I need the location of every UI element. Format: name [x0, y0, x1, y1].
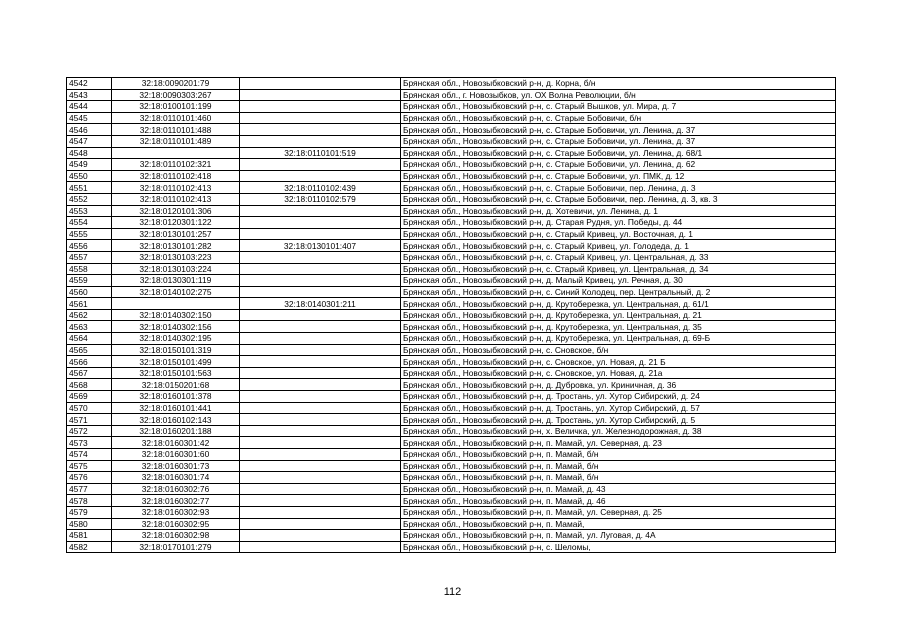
- row-number-cell: 4560: [67, 286, 112, 298]
- table-row: [67, 217, 836, 229]
- address-cell: Брянская обл., Новозыбковский р-н, п. Мамай, ул. Северная, д. 23: [401, 437, 836, 449]
- row-number-cell: 4571: [67, 414, 112, 426]
- cadastral-number-cell: 32:18:0160302:77: [112, 495, 240, 507]
- address-cell: Брянская обл., Новозыбковский р-н, д. Крутоберезка, ул. Центральная, д. 61/1: [401, 298, 836, 310]
- cadastral-number-cell: 32:18:0160301:74: [112, 472, 240, 484]
- related-cadastral-number-cell: [240, 367, 401, 379]
- table-row: [67, 89, 836, 101]
- cadastral-number-cell: 32:18:0150201:68: [112, 379, 240, 391]
- cadastral-number-cell: 32:18:0090201:79: [112, 78, 240, 90]
- table-row: [67, 135, 836, 147]
- table-row: [67, 228, 836, 240]
- row-number-cell: 4572: [67, 425, 112, 437]
- related-cadastral-number-cell: [240, 437, 401, 449]
- table-row: [67, 251, 836, 263]
- row-number-cell: 4574: [67, 449, 112, 461]
- cadastral-number-cell: 32:18:0110102:418: [112, 170, 240, 182]
- row-number-cell: 4580: [67, 518, 112, 530]
- related-cadastral-number-cell: [240, 251, 401, 263]
- address-cell: Брянская обл., Новозыбковский р-н, с. Старый Вышков, ул. Мира, д. 7: [401, 101, 836, 113]
- cadastral-number-cell: 32:18:0160101:378: [112, 391, 240, 403]
- row-number-cell: 4549: [67, 159, 112, 171]
- related-cadastral-number-cell: [240, 205, 401, 217]
- address-cell: Брянская обл., Новозыбковский р-н, д. Малый Кривец, ул. Речная, д. 30: [401, 275, 836, 287]
- cadastral-number-cell: [112, 147, 240, 159]
- table-row: [67, 541, 836, 553]
- address-cell: Брянская обл., Новозыбковский р-н, с. Старый Кривец, ул. Восточная, д. 1: [401, 228, 836, 240]
- related-cadastral-number-cell: [240, 495, 401, 507]
- registry-table: [66, 77, 836, 553]
- row-number-cell: 4554: [67, 217, 112, 229]
- table-row: [67, 124, 836, 136]
- related-cadastral-number-cell: [240, 89, 401, 101]
- cadastral-number-cell: 32:18:0160302:76: [112, 483, 240, 495]
- cadastral-number-cell: 32:18:0170101:279: [112, 541, 240, 553]
- row-number-cell: 4576: [67, 472, 112, 484]
- table-row: [67, 193, 836, 205]
- row-number-cell: 4568: [67, 379, 112, 391]
- related-cadastral-number-cell: [240, 483, 401, 495]
- row-number-cell: 4577: [67, 483, 112, 495]
- table-row: [67, 437, 836, 449]
- cadastral-number-cell: 32:18:0160102:143: [112, 414, 240, 426]
- table-row: [67, 356, 836, 368]
- address-cell: Брянская обл., Новозыбковский р-н, д. Крутоберезка, ул. Центральная, д. 35: [401, 321, 836, 333]
- related-cadastral-number-cell: [240, 217, 401, 229]
- table-row: [67, 321, 836, 333]
- address-cell: Брянская обл., Новозыбковский р-н, д. Хотевичи, ул. Ленина, д. 1: [401, 205, 836, 217]
- cadastral-number-cell: 32:18:0160301:42: [112, 437, 240, 449]
- cadastral-number-cell: 32:18:0120101:306: [112, 205, 240, 217]
- related-cadastral-number-cell: [240, 286, 401, 298]
- related-cadastral-number-cell: 32:18:0130101:407: [240, 240, 401, 252]
- table-row: [67, 182, 836, 194]
- address-cell: Брянская обл., Новозыбковский р-н, п. Мамай, б/н: [401, 449, 836, 461]
- table-row: [67, 101, 836, 113]
- cadastral-number-cell: 32:18:0130101:257: [112, 228, 240, 240]
- table-row: [67, 460, 836, 472]
- address-cell: Брянская обл., Новозыбковский р-н, с. Шеломы,: [401, 541, 836, 553]
- row-number-cell: 4561: [67, 298, 112, 310]
- related-cadastral-number-cell: [240, 414, 401, 426]
- row-number-cell: 4546: [67, 124, 112, 136]
- table-row: [67, 78, 836, 90]
- row-number-cell: 4575: [67, 460, 112, 472]
- row-number-cell: 4578: [67, 495, 112, 507]
- table-row: [67, 391, 836, 403]
- row-number-cell: 4543: [67, 89, 112, 101]
- cadastral-number-cell: 32:18:0160302:98: [112, 530, 240, 542]
- address-cell: Брянская обл., Новозыбковский р-н, д. Тростань, ул. Хутор Сибирский, д. 5: [401, 414, 836, 426]
- table-row: [67, 367, 836, 379]
- cadastral-number-cell: 32:18:0110101:460: [112, 112, 240, 124]
- related-cadastral-number-cell: 32:18:0110101:519: [240, 147, 401, 159]
- row-number-cell: 4562: [67, 309, 112, 321]
- row-number-cell: 4544: [67, 101, 112, 113]
- address-cell: Брянская обл., Новозыбковский р-н, д. Крутоберезка, ул. Центральная, д. 21: [401, 309, 836, 321]
- row-number-cell: 4564: [67, 333, 112, 345]
- related-cadastral-number-cell: [240, 101, 401, 113]
- address-cell: Брянская обл., г. Новозыбков, ул. ОХ Волна Революции, б/н: [401, 89, 836, 101]
- address-cell: Брянская обл., Новозыбковский р-н, с. Старый Кривец, ул. Центральная, д. 34: [401, 263, 836, 275]
- table-row: [67, 414, 836, 426]
- row-number-cell: 4545: [67, 112, 112, 124]
- cadastral-number-cell: [112, 298, 240, 310]
- related-cadastral-number-cell: [240, 124, 401, 136]
- table-row: [67, 263, 836, 275]
- address-cell: Брянская обл., Новозыбковский р-н, с. Старые Бобовичи, пер. Ленина, д. 3, кв. 3: [401, 193, 836, 205]
- table-row: [67, 159, 836, 171]
- related-cadastral-number-cell: [240, 159, 401, 171]
- address-cell: Брянская обл., Новозыбковский р-н, д. Тростань, ул. Хутор Сибирский, д. 57: [401, 402, 836, 414]
- cadastral-number-cell: 32:18:0150101:563: [112, 367, 240, 379]
- table-row: [67, 425, 836, 437]
- cadastral-number-cell: 32:18:0160301:60: [112, 449, 240, 461]
- row-number-cell: 4551: [67, 182, 112, 194]
- address-cell: Брянская обл., Новозыбковский р-н, с. Старые Бобовичи, пер. Ленина, д. 3: [401, 182, 836, 194]
- related-cadastral-number-cell: [240, 263, 401, 275]
- cadastral-number-cell: 32:18:0160301:73: [112, 460, 240, 472]
- row-number-cell: 4573: [67, 437, 112, 449]
- address-cell: Брянская обл., Новозыбковский р-н, д. Дубровка, ул. Криничная, д. 36: [401, 379, 836, 391]
- address-cell: Брянская обл., Новозыбковский р-н, с. Синий Колодец, пер. Центральный, д. 2: [401, 286, 836, 298]
- cadastral-number-cell: 32:18:0110101:489: [112, 135, 240, 147]
- table-row: [67, 205, 836, 217]
- cadastral-number-cell: 32:18:0130103:224: [112, 263, 240, 275]
- table-row: [67, 472, 836, 484]
- cadastral-number-cell: 32:18:0130101:282: [112, 240, 240, 252]
- table-row: [67, 506, 836, 518]
- related-cadastral-number-cell: [240, 506, 401, 518]
- table-row: [67, 298, 836, 310]
- row-number-cell: 4556: [67, 240, 112, 252]
- row-number-cell: 4553: [67, 205, 112, 217]
- cadastral-number-cell: 32:18:0110102:321: [112, 159, 240, 171]
- cadastral-number-cell: 32:18:0100101:199: [112, 101, 240, 113]
- table-row: [67, 402, 836, 414]
- address-cell: Брянская обл., Новозыбковский р-н, д. Крутоберезка, ул. Центральная, д. 69-Б: [401, 333, 836, 345]
- related-cadastral-number-cell: 32:18:0140301:211: [240, 298, 401, 310]
- address-cell: Брянская обл., Новозыбковский р-н, с. Старые Бобовичи, ул. Ленина, д. 68/1: [401, 147, 836, 159]
- cadastral-number-cell: 32:18:0130301:119: [112, 275, 240, 287]
- address-cell: Брянская обл., Новозыбковский р-н, п. Мамай,: [401, 518, 836, 530]
- table-row: [67, 309, 836, 321]
- cadastral-number-cell: 32:18:0160101:441: [112, 402, 240, 414]
- related-cadastral-number-cell: [240, 112, 401, 124]
- address-cell: Брянская обл., Новозыбковский р-н, п. Мамай, ул. Луговая, д. 4А: [401, 530, 836, 542]
- related-cadastral-number-cell: [240, 344, 401, 356]
- related-cadastral-number-cell: [240, 78, 401, 90]
- table-row: [67, 170, 836, 182]
- row-number-cell: 4557: [67, 251, 112, 263]
- address-cell: Брянская обл., Новозыбковский р-н, п. Мамай, б/н: [401, 472, 836, 484]
- row-number-cell: 4570: [67, 402, 112, 414]
- address-cell: Брянская обл., Новозыбковский р-н, д. Корна, б/н: [401, 78, 836, 90]
- row-number-cell: 4565: [67, 344, 112, 356]
- cadastral-number-cell: 32:18:0140102:275: [112, 286, 240, 298]
- table-row: [67, 449, 836, 461]
- cadastral-number-cell: 32:18:0140302:156: [112, 321, 240, 333]
- cadastral-number-cell: 32:18:0090303:267: [112, 89, 240, 101]
- address-cell: Брянская обл., Новозыбковский р-н, с. Сновское, б/н: [401, 344, 836, 356]
- table-row: [67, 530, 836, 542]
- row-number-cell: 4566: [67, 356, 112, 368]
- related-cadastral-number-cell: [240, 275, 401, 287]
- table-row: [67, 483, 836, 495]
- related-cadastral-number-cell: [240, 309, 401, 321]
- row-number-cell: 4547: [67, 135, 112, 147]
- related-cadastral-number-cell: [240, 402, 401, 414]
- related-cadastral-number-cell: [240, 333, 401, 345]
- address-cell: Брянская обл., Новозыбковский р-н, с. Старые Бобовичи, ул. Ленина, д. 37: [401, 135, 836, 147]
- table-row: [67, 495, 836, 507]
- related-cadastral-number-cell: [240, 228, 401, 240]
- address-cell: Брянская обл., Новозыбковский р-н, с. Старые Бобовичи, ул. Ленина, д. 37: [401, 124, 836, 136]
- cadastral-number-cell: 32:18:0150101:319: [112, 344, 240, 356]
- related-cadastral-number-cell: [240, 356, 401, 368]
- address-cell: Брянская обл., Новозыбковский р-н, с. Сновское, ул. Новая, д. 21а: [401, 367, 836, 379]
- cadastral-number-cell: 32:18:0160201:188: [112, 425, 240, 437]
- related-cadastral-number-cell: [240, 518, 401, 530]
- table-row: [67, 147, 836, 159]
- address-cell: Брянская обл., Новозыбковский р-н, п. Мамай, б/н: [401, 460, 836, 472]
- related-cadastral-number-cell: [240, 541, 401, 553]
- related-cadastral-number-cell: [240, 425, 401, 437]
- row-number-cell: 4558: [67, 263, 112, 275]
- address-cell: Брянская обл., Новозыбковский р-н, с. Старый Кривец, ул. Центральная, д. 33: [401, 251, 836, 263]
- related-cadastral-number-cell: [240, 135, 401, 147]
- cadastral-number-cell: 32:18:0130103:223: [112, 251, 240, 263]
- row-number-cell: 4563: [67, 321, 112, 333]
- table-row: [67, 379, 836, 391]
- related-cadastral-number-cell: [240, 391, 401, 403]
- table-row: [67, 240, 836, 252]
- related-cadastral-number-cell: 32:18:0110102:439: [240, 182, 401, 194]
- table-row: [67, 112, 836, 124]
- cadastral-number-cell: 32:18:0110102:413: [112, 193, 240, 205]
- page-number: 112: [443, 586, 462, 598]
- related-cadastral-number-cell: 32:18:0110102:579: [240, 193, 401, 205]
- address-cell: Брянская обл., Новозыбковский р-н, п. Мамай, д. 46: [401, 495, 836, 507]
- table-row: [67, 286, 836, 298]
- row-number-cell: 4582: [67, 541, 112, 553]
- row-number-cell: 4581: [67, 530, 112, 542]
- address-cell: Брянская обл., Новозыбковский р-н, с. Старые Бобовичи, б/н: [401, 112, 836, 124]
- address-cell: Брянская обл., Новозыбковский р-н, п. Мамай, ул. Северная, д. 25: [401, 506, 836, 518]
- table-row: [67, 518, 836, 530]
- related-cadastral-number-cell: [240, 472, 401, 484]
- related-cadastral-number-cell: [240, 321, 401, 333]
- cadastral-number-cell: 32:18:0110101:488: [112, 124, 240, 136]
- row-number-cell: 4555: [67, 228, 112, 240]
- address-cell: Брянская обл., Новозыбковский р-н, с. Сновское, ул. Новая, д. 21 Б: [401, 356, 836, 368]
- cadastral-number-cell: 32:18:0110102:413: [112, 182, 240, 194]
- address-cell: Брянская обл., Новозыбковский р-н, д. Тростань, ул. Хутор Сибирский, д. 24: [401, 391, 836, 403]
- address-cell: Брянская обл., Новозыбковский р-н, с. Старые Бобовичи, ул. Ленина, д. 62: [401, 159, 836, 171]
- row-number-cell: 4559: [67, 275, 112, 287]
- row-number-cell: 4569: [67, 391, 112, 403]
- address-cell: Брянская обл., Новозыбковский р-н, х. Величка, ул. Железнодорожная, д. 38: [401, 425, 836, 437]
- row-number-cell: 4552: [67, 193, 112, 205]
- cadastral-number-cell: 32:18:0120301:122: [112, 217, 240, 229]
- address-cell: Брянская обл., Новозыбковский р-н, с. Старые Бобовичи, ул. ПМК, д. 12: [401, 170, 836, 182]
- cadastral-number-cell: 32:18:0160302:93: [112, 506, 240, 518]
- related-cadastral-number-cell: [240, 460, 401, 472]
- cadastral-number-cell: 32:18:0140302:195: [112, 333, 240, 345]
- address-cell: Брянская обл., Новозыбковский р-н, с. Старый Кривец, ул. Голодеда, д. 1: [401, 240, 836, 252]
- address-cell: Брянская обл., Новозыбковский р-н, п. Мамай, д. 43: [401, 483, 836, 495]
- related-cadastral-number-cell: [240, 379, 401, 391]
- row-number-cell: 4550: [67, 170, 112, 182]
- row-number-cell: 4548: [67, 147, 112, 159]
- related-cadastral-number-cell: [240, 170, 401, 182]
- table-row: [67, 275, 836, 287]
- address-cell: Брянская обл., Новозыбковский р-н, д. Старая Рудня, ул. Победы, д. 44: [401, 217, 836, 229]
- registry-table-body: [67, 78, 836, 553]
- row-number-cell: 4542: [67, 78, 112, 90]
- cadastral-number-cell: 32:18:0150101:499: [112, 356, 240, 368]
- cadastral-number-cell: 32:18:0140302:150: [112, 309, 240, 321]
- cadastral-number-cell: 32:18:0160302:95: [112, 518, 240, 530]
- table-row: [67, 333, 836, 345]
- row-number-cell: 4579: [67, 506, 112, 518]
- related-cadastral-number-cell: [240, 449, 401, 461]
- table-row: [67, 344, 836, 356]
- row-number-cell: 4567: [67, 367, 112, 379]
- related-cadastral-number-cell: [240, 530, 401, 542]
